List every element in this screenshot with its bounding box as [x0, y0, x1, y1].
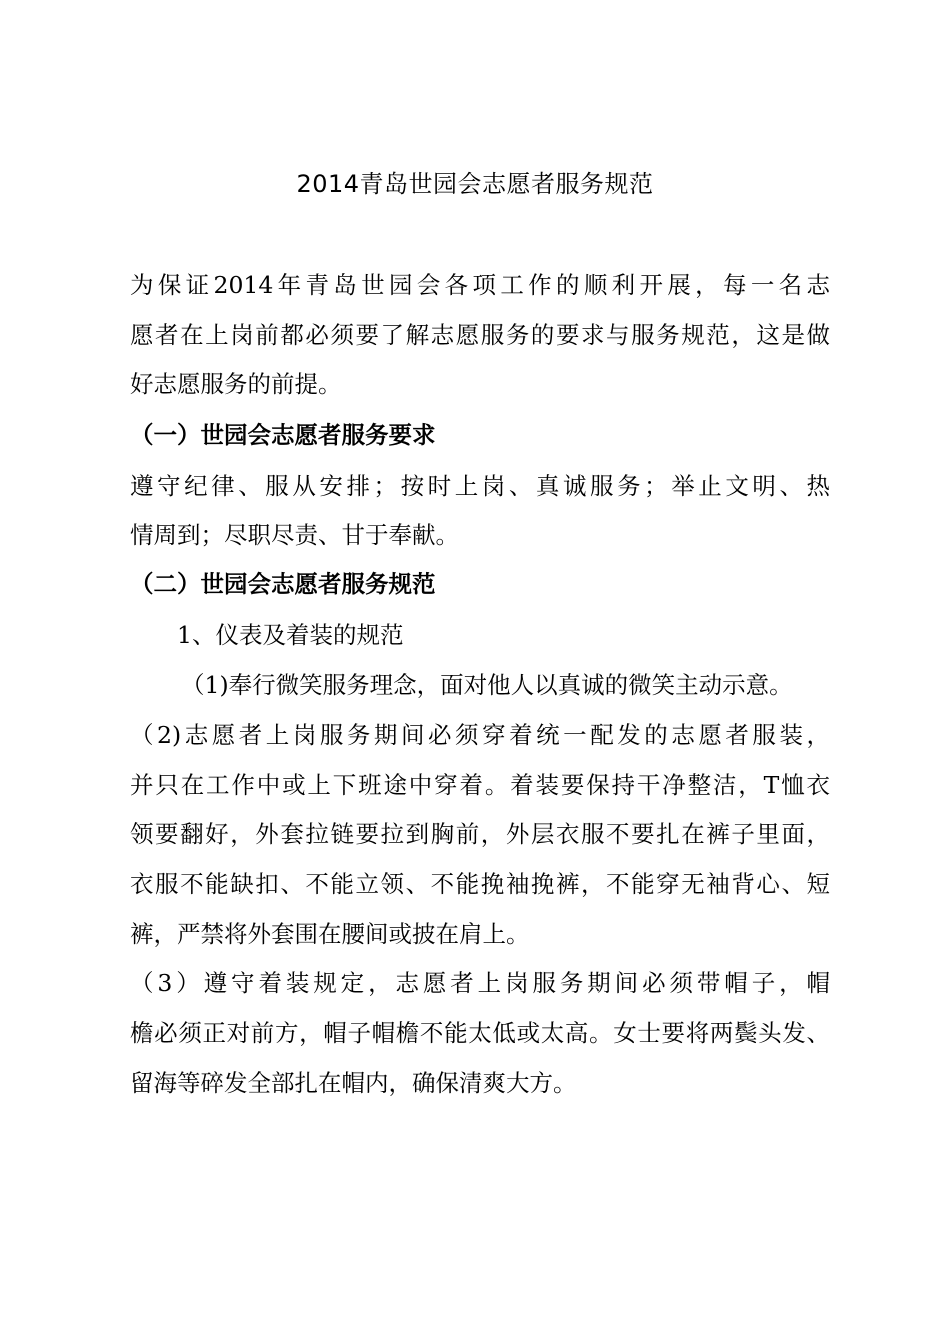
- item-3-line-2: 檐必须正对前方，帽子帽檐不能太低或太高。女士要将两鬓头发、: [130, 1019, 830, 1047]
- intro-line-2: 愿者在上岗前都必须要了解志愿服务的要求与服务规范，这是做: [130, 321, 830, 349]
- section-1-heading: （一）世园会志愿者服务要求: [130, 421, 436, 449]
- section-2-subheading: 1、仪表及着装的规范: [177, 621, 404, 649]
- item-2-line-1: （2)志愿者上岗服务期间必须穿着统一配发的志愿者服装，: [130, 721, 830, 749]
- intro-line-1: 为保证2014年青岛世园会各项工作的顺利开展，每一名志: [130, 271, 830, 299]
- section-2-heading: （二）世园会志愿者服务规范: [130, 570, 436, 598]
- item-2-line-2: 并只在工作中或上下班途中穿着。着装要保持干净整洁，T恤衣: [130, 771, 830, 799]
- document-title: 2014青岛世园会志愿者服务规范: [296, 170, 654, 198]
- item-2-line-5: 裤，严禁将外套围在腰间或披在肩上。: [130, 920, 530, 948]
- item-3-line-3: 留海等碎发全部扎在帽内，确保清爽大方。: [130, 1069, 577, 1097]
- item-3-line-1: （3）遵守着装规定，志愿者上岗服务期间必须带帽子，帽: [130, 969, 830, 997]
- section-1-line-1: 遵守纪律、服从安排；按时上岗、真诚服务；举止文明、热: [130, 472, 830, 500]
- intro-line-3: 好志愿服务的前提。: [130, 370, 342, 398]
- section-1-line-2: 情周到；尽职尽责、甘于奉献。: [130, 521, 459, 549]
- item-2-line-3: 领要翻好，外套拉链要拉到胸前，外层衣服不要扎在裤子里面，: [130, 820, 830, 848]
- item-2-line-4: 衣服不能缺扣、不能立领、不能挽袖挽裤，不能穿无袖背心、短: [130, 870, 830, 898]
- item-1-line-1: （1)奉行微笑服务理念，面对他人以真诚的微笑主动示意。: [181, 671, 793, 699]
